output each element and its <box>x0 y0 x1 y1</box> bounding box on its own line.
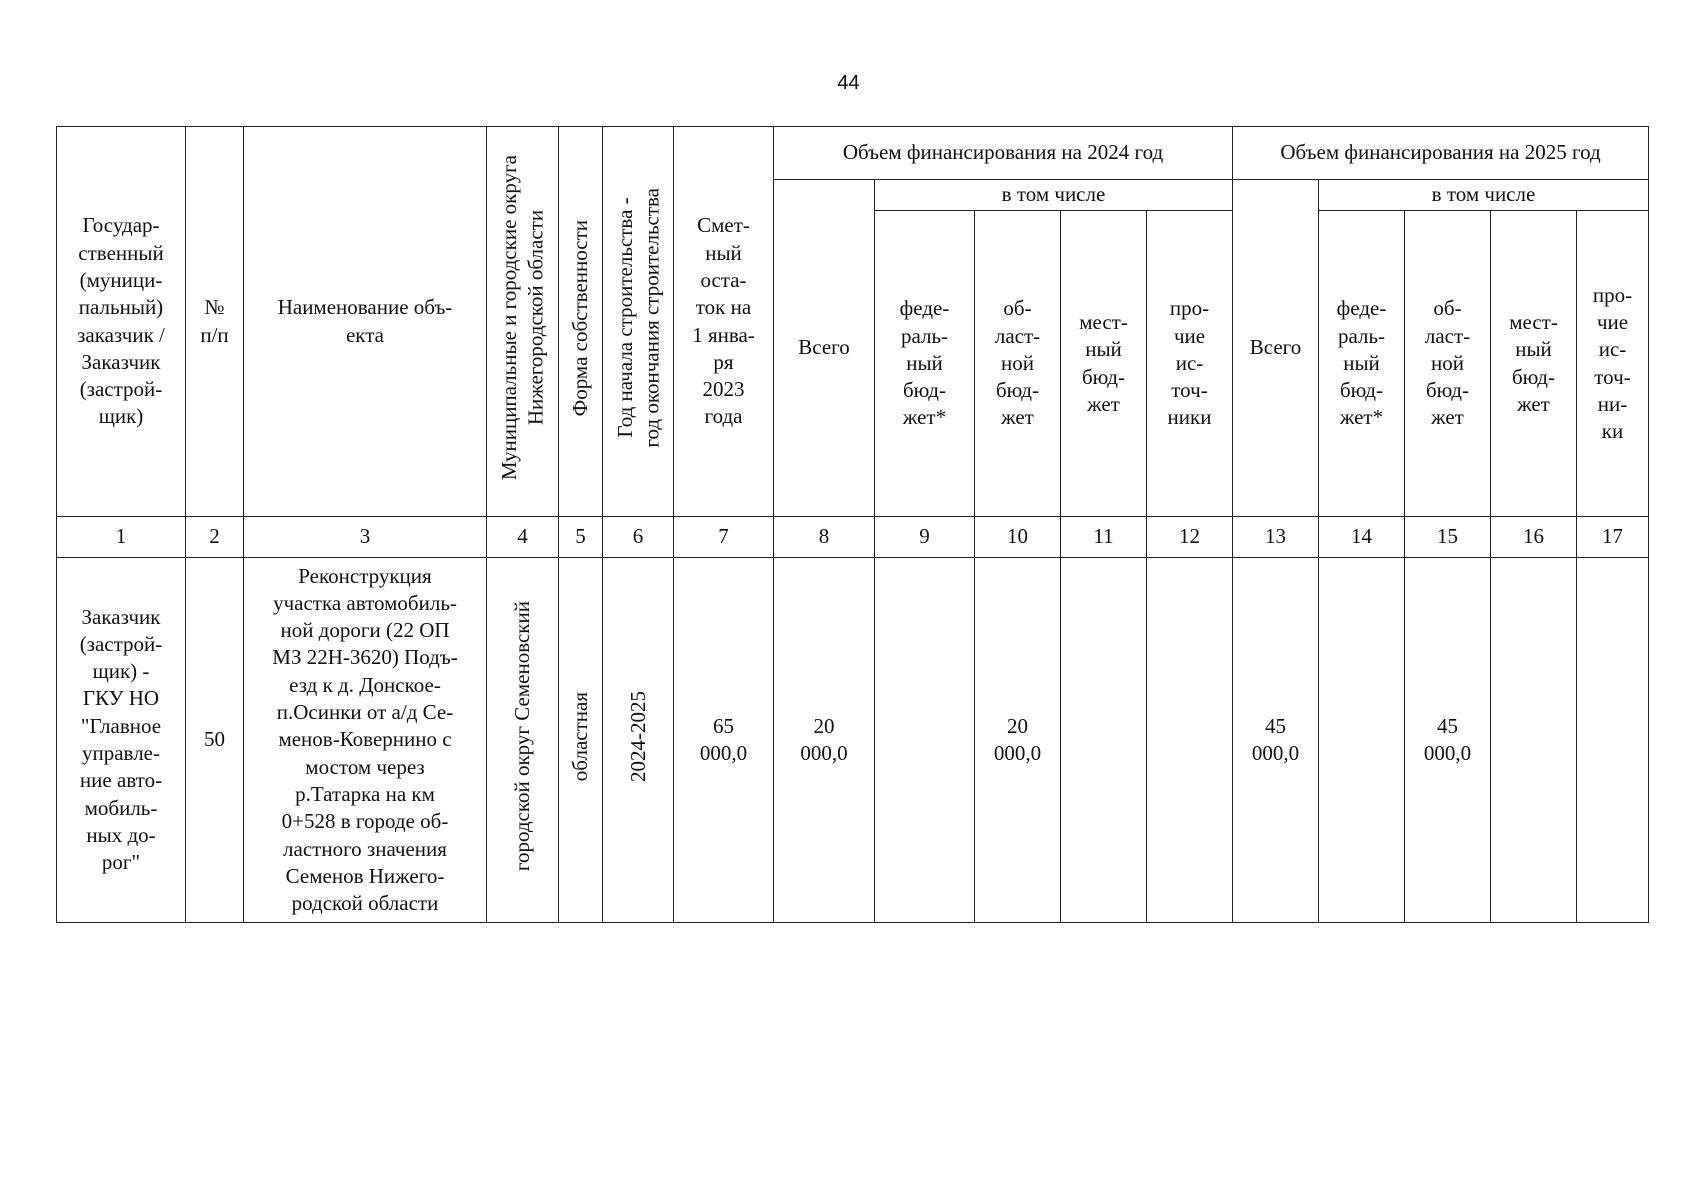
column-number: 4 <box>487 517 559 558</box>
cell-regional-2025: 45 000,0 <box>1405 558 1491 923</box>
header-including-2024: в том числе <box>875 180 1233 211</box>
column-number: 7 <box>674 517 774 558</box>
header-federal-2025: феде- раль- ный бюд- жет* <box>1319 211 1405 517</box>
cell-customer: Заказчик (застрой- щик) - ГКУ НО "Главное управле- ние авто- мобиль- ных до- рог" <box>57 558 186 923</box>
column-number: 5 <box>559 517 603 558</box>
cell-local-2024 <box>1061 558 1147 923</box>
header-ownership: Форма собственности <box>559 127 603 517</box>
cell-estimated: 65 000,0 <box>674 558 774 923</box>
cell-federal-2024 <box>875 558 975 923</box>
column-number-row <box>57 517 1649 558</box>
cell-years: 2024-2025 <box>603 558 674 923</box>
column-number: 9 <box>875 517 975 558</box>
header-regional-2024: об- ласт- ной бюд- жет <box>975 211 1061 517</box>
cell-object-name: Реконструкция участка автомобиль- ной дороги (22 ОП МЗ 22Н-3620) Подъ- езд к д. Донское- п.Осинки от а/д Се- менов-Ковернино с мостом через р.Татарка на км 0+528 в городе об- ластного значения Семенов Нижего- родской области <box>244 558 487 923</box>
header-customer: Государ- ственный (муници- пальный) заказчик / Заказчик (застрой- щик) <box>57 127 186 517</box>
column-number: 17 <box>1577 517 1649 558</box>
column-number: 2 <box>186 517 244 558</box>
page-number: 44 <box>837 72 860 94</box>
column-number: 16 <box>1491 517 1577 558</box>
cell-total-2024: 20 000,0 <box>774 558 875 923</box>
cell-ownership: областная <box>559 558 603 923</box>
financing-table <box>56 126 1649 923</box>
header-total-2024: Всего <box>774 180 875 517</box>
header-local-2024: мест- ный бюд- жет <box>1061 211 1147 517</box>
header-fin-2024: Объем финансирования на 2024 год <box>774 127 1233 180</box>
column-number: 14 <box>1319 517 1405 558</box>
cell-municipal: городской округ Семеновский <box>487 558 559 923</box>
column-number: 8 <box>774 517 875 558</box>
header-municipal: Муниципальные и городские округа Нижегородской области <box>487 127 559 517</box>
header-estimated: Смет- ный оста- ток на 1 янва- ря 2023 года <box>674 127 774 517</box>
cell-regional-2024: 20 000,0 <box>975 558 1061 923</box>
header-other-2025: про- чие ис- точ- ни- ки <box>1577 211 1649 517</box>
column-number: 13 <box>1233 517 1319 558</box>
table-row <box>57 558 1649 923</box>
header-including-2025: в том числе <box>1319 180 1649 211</box>
header-row-1 <box>57 127 1649 180</box>
cell-total-2025: 45 000,0 <box>1233 558 1319 923</box>
column-number: 12 <box>1147 517 1233 558</box>
column-number: 1 <box>57 517 186 558</box>
header-federal-2024: феде- раль- ный бюд- жет* <box>875 211 975 517</box>
header-object-name: Наименование объ- екта <box>244 127 487 517</box>
column-number: 10 <box>975 517 1061 558</box>
column-number: 15 <box>1405 517 1491 558</box>
header-fin-2025: Объем финансирования на 2025 год <box>1233 127 1649 180</box>
cell-other-2025 <box>1577 558 1649 923</box>
header-other-2024: про- чие ис- точ- ники <box>1147 211 1233 517</box>
header-regional-2025: об- ласт- ной бюд- жет <box>1405 211 1491 517</box>
cell-federal-2025 <box>1319 558 1405 923</box>
header-local-2025: мест- ный бюд- жет <box>1491 211 1577 517</box>
column-number: 6 <box>603 517 674 558</box>
cell-no: 50 <box>186 558 244 923</box>
cell-local-2025 <box>1491 558 1577 923</box>
column-number: 3 <box>244 517 487 558</box>
cell-other-2024 <box>1147 558 1233 923</box>
header-total-2025: Всего <box>1233 180 1319 517</box>
header-no: № п/п <box>186 127 244 517</box>
header-years: Год начала строительства - год окончания строительства <box>603 127 674 517</box>
column-number: 11 <box>1061 517 1147 558</box>
